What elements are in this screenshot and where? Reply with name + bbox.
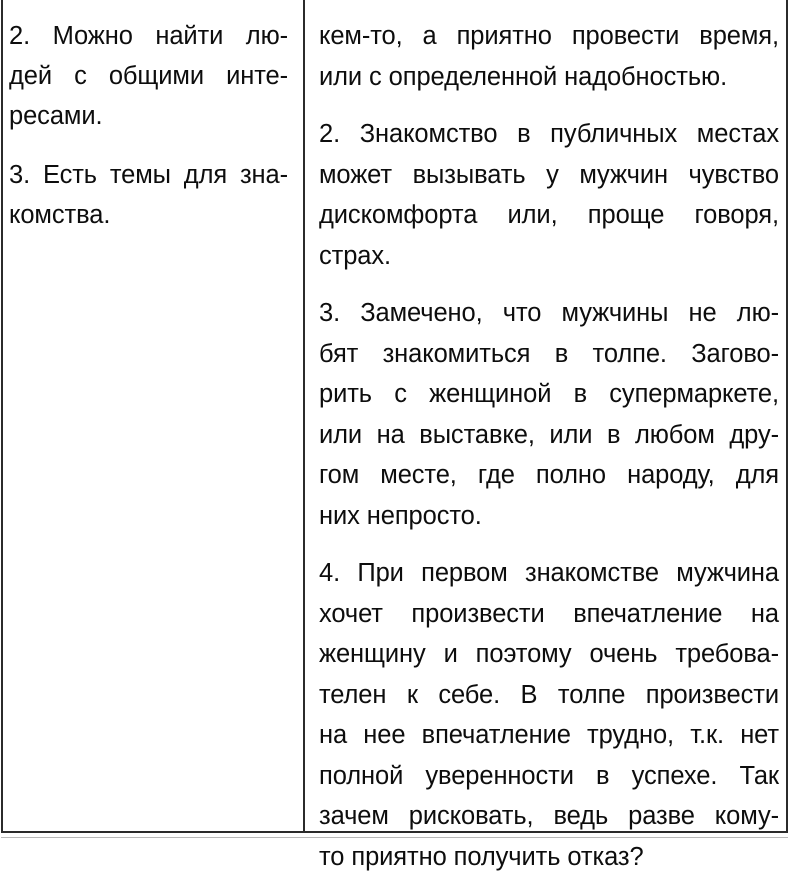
paragraph-right-item-2	[319, 114, 779, 276]
paragraph-right-item-3	[319, 293, 779, 536]
text-line: них непросто.	[319, 496, 779, 537]
text-line: бят знакомиться в толпе. Загово-	[319, 334, 779, 375]
text-line: зачем рисковать, ведь разве кому-	[319, 796, 779, 837]
text-line: ресами.	[9, 96, 288, 136]
text-line: кем-то, а приятно провести время,	[319, 16, 779, 57]
text-line: или с определенной надобностью.	[319, 57, 779, 98]
text-line: рить с женщиной в супермаркете,	[319, 374, 779, 415]
paragraph-left-2	[9, 155, 288, 235]
paragraph-left-1	[9, 16, 288, 136]
text-line: женщину и поэтому очень требова-	[319, 634, 779, 675]
text-line: 2. Знакомство в публичных местах	[319, 114, 779, 155]
text-line: то приятно получить отказ?	[319, 837, 779, 877]
text-line: может вызывать у мужчин чувство	[319, 155, 779, 196]
text-line: 2. Можно найти лю-	[9, 16, 288, 56]
text-line: полной уверенности в успехе. Так	[319, 756, 779, 797]
text-line: комства.	[9, 195, 288, 235]
left-text-column	[3, 0, 303, 831]
text-line: на нее впечатление трудно, т.к. нет	[319, 715, 779, 756]
text-line: телен к себе. В толпе произвести	[319, 675, 779, 716]
right-text-column	[305, 0, 786, 831]
text-line: 3. Есть темы для зна-	[9, 155, 288, 195]
paragraph-right-item-4	[319, 553, 779, 877]
text-line: или на выставке, или в любом дру-	[319, 415, 779, 456]
page-border-right	[786, 0, 788, 833]
text-line: гом месте, где полно народу, для	[319, 455, 779, 496]
text-line: 3. Замечено, что мужчины не лю-	[319, 293, 779, 334]
text-line: дискомфорта или, проще говоря,	[319, 195, 779, 236]
text-line: хочет произвести впечатление на	[319, 594, 779, 635]
text-line: страх.	[319, 236, 779, 277]
text-line: 4. При первом знакомстве мужчина	[319, 553, 779, 594]
text-line: дей с общими инте-	[9, 56, 288, 96]
paragraph-right-continuation	[319, 16, 779, 97]
